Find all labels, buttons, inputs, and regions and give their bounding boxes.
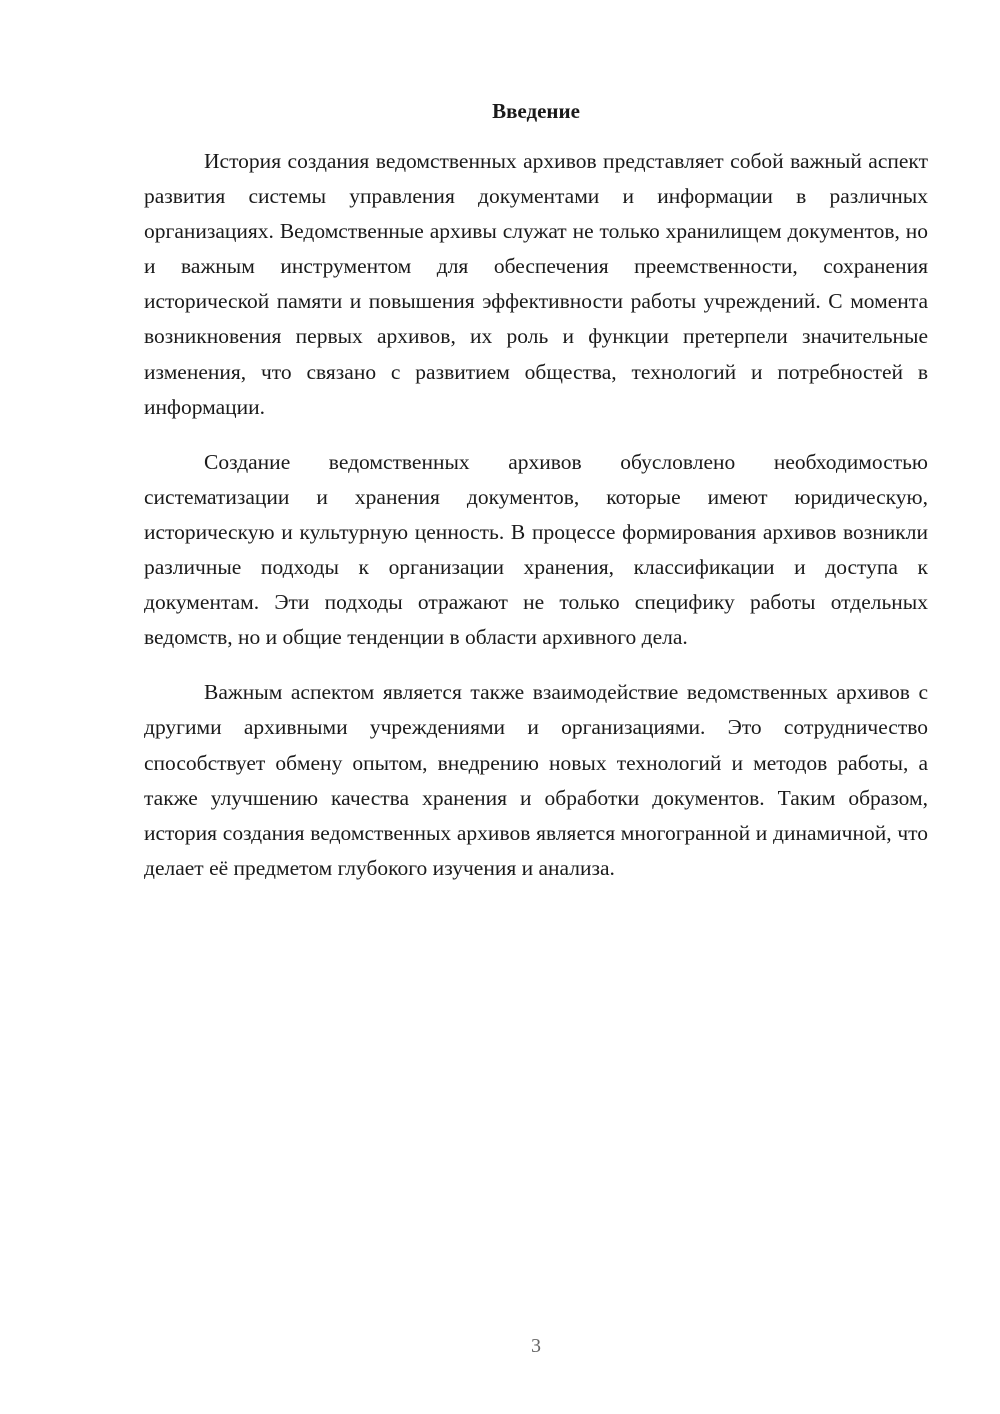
paragraph-3: Важным аспектом является также взаимодействие ведомственных архивов с другими архивными учреждениями и организациями. Это сотрудничество способствует обмену опытом, внедрению новых технологий и методов работы, а также улучшению качества хранения и обработки документов. Таким образом, история создания ведомственных архивов является многогранной и динамичной, что делает её предметом глубокого изучения и анализа.	[144, 680, 928, 880]
body-text	[144, 144, 928, 886]
paragraph-1: История создания ведомственных архивов представляет собой важный аспект развития системы управления документами и информации в различных организациях. Ведомственные архивы служат не только хранилищем документов, но и важным инструментом для обеспечения преемственности, сохранения исторической памяти и повышения эффективности работы учреждений. С момента возникновения первых архивов, их роль и функции претерпели значительные изменения, что связано с развитием общества, технологий и потребностей в информации.	[144, 149, 928, 419]
page-number: 3	[531, 1335, 541, 1357]
paragraph-2: Создание ведомственных архивов обусловлено необходимостью систематизации и хранения документов, которые имеют юридическую, историческую и культурную ценность. В процессе формирования архивов возникли различные подходы к организации хранения, классификации и доступа к документам. Эти подходы отражают не только специфику работы отдельных ведомств, но и общие тенденции в области архивного дела.	[144, 449, 928, 650]
section-heading: Введение	[492, 99, 580, 123]
